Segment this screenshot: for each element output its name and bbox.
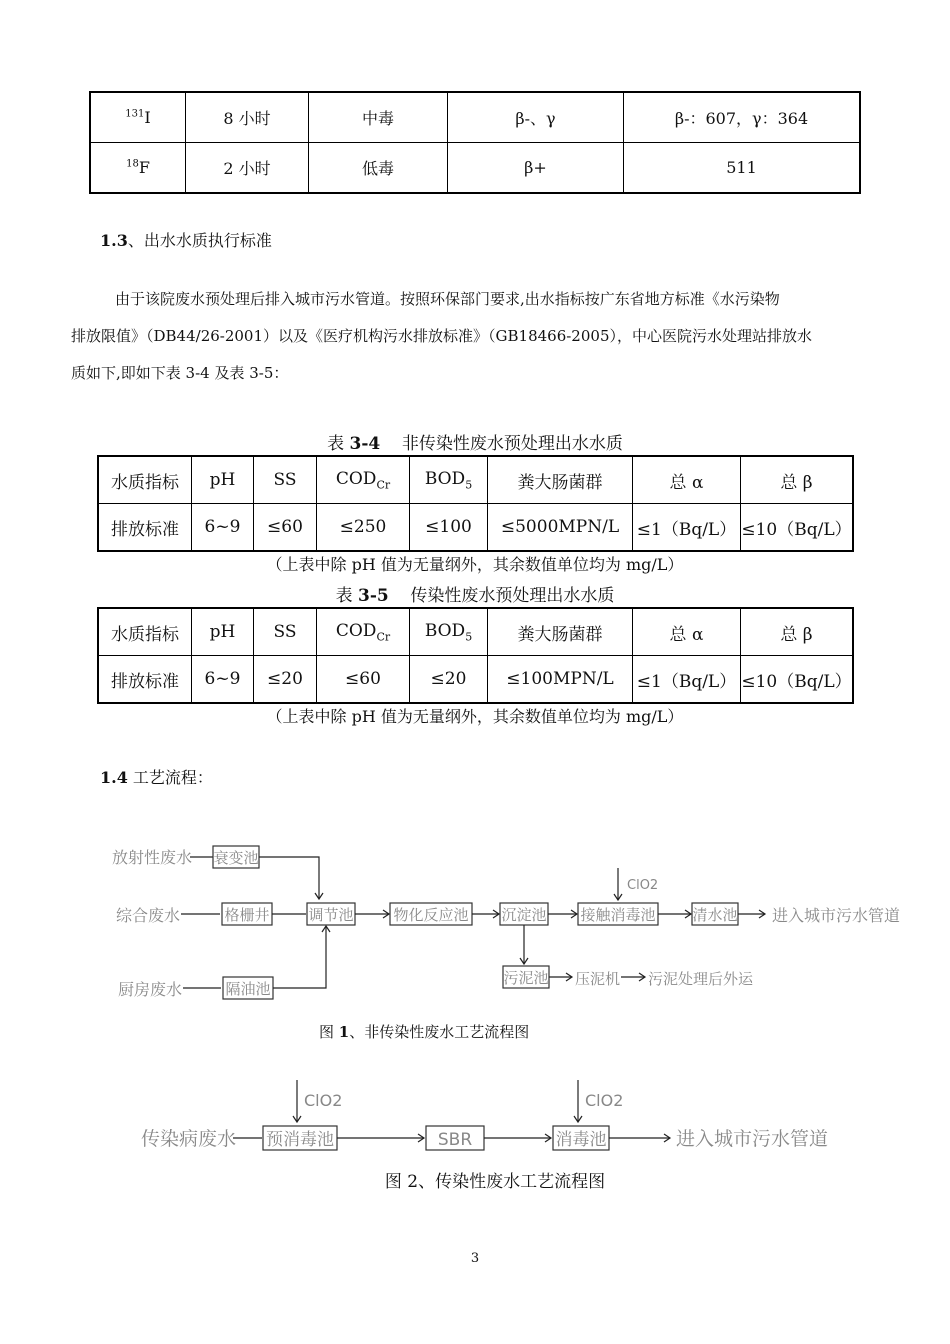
value-cell: ≤10（Bq/L） [741,504,854,552]
header-cell: 总 α [633,456,741,504]
flow-input-label: 综合废水 [116,906,181,925]
value-cell: ≤1（Bq/L） [633,504,741,552]
value-cell: ≤1（Bq/L） [633,656,741,704]
header-cell: 总 α [633,608,741,656]
table-row [98,656,853,704]
flow-box-label: SBR [437,1130,473,1150]
flow-box-label: 调节池 [308,906,354,924]
flow-input-label: 厨房废水 [118,980,183,999]
table-3-5 [97,607,854,704]
header-cell: 总 β [741,456,854,504]
flow-input-label: 传染病废水 [141,1128,237,1150]
flow-box-label: 格栅井 [224,906,270,924]
flow-output-label: 进入城市污水管道 [772,906,901,925]
flow-box-label: 隔油池 [225,980,271,998]
value-cell: ≤20 [410,656,488,704]
value-cell: ≤60 [254,504,317,552]
flow-diagram-2 [0,1070,950,1160]
table-3-4-caption: 表 3-4 非传染性废水预处理出水水质 [327,434,623,454]
flow-box-label: 沉淀池 [501,906,547,924]
flow-box-label: 接触消毒池 [580,906,656,924]
table-3-4-note: （上表中除 pH 值为无量纲外，其余数值单位均为 mg/L） [266,555,684,574]
flow-output-label: 进入城市污水管道 [676,1128,829,1150]
flow-box-label: 消毒池 [555,1130,607,1150]
paragraph-line: 质如下,即如下表 3-4 及表 3-5： [71,364,289,382]
value-cell: ≤5000MPN/L [488,504,633,552]
section-1-4-heading: 1.4 工艺流程： [100,768,213,787]
figure-1-caption: 图 1、非传染性废水工艺流程图 [319,1023,530,1041]
flow-label: 压泥机 [575,970,621,988]
page-number: 3 [470,1251,480,1266]
value-cell: 6~9 [192,656,254,704]
header-cell: 粪大肠菌群 [488,608,633,656]
halflife-cell: 8 小时 [186,92,309,143]
header-cell: pH [192,608,254,656]
toxicity-cell: 低毒 [309,143,448,194]
halflife-cell: 2 小时 [186,143,309,194]
flow-diagram-1 [0,830,950,1010]
section-1-3-heading: 1.3、出水水质执行标准 [100,231,272,250]
section-1-3-paragraph [115,281,875,318]
value-cell: ≤100 [410,504,488,552]
header-cell: $BOD_5$ [410,456,488,504]
isotope-table [89,91,861,194]
energy-cell: β-：607，γ：364 [624,92,861,143]
header-cell: 总 β [741,608,854,656]
header-cell: $COD_{Cr}$ [317,456,410,504]
header-cell: $BOD_5$ [410,608,488,656]
isotope-cell: $^{131}$I [90,92,186,143]
flow-label: 污泥处理后外运 [648,970,754,988]
table-row [90,92,860,143]
table-header-row [98,608,853,656]
value-cell: ≤250 [317,504,410,552]
flow-box-label: 预消毒池 [266,1130,334,1150]
flow-box-label: 污泥池 [503,969,549,987]
decay-cell: β+ [448,143,624,194]
value-cell: ≤100MPN/L [488,656,633,704]
value-cell: ≤20 [254,656,317,704]
header-cell: SS [254,608,317,656]
dosing-label: ClO2 [585,1091,624,1110]
table-3-5-caption: 表 3-5 传染性废水预处理出水水质 [335,586,615,606]
isotope-cell: $^{18}$F [90,143,186,194]
decay-cell: β-、γ [448,92,624,143]
paragraph-line: 排放限值》（DB44/26-2001）以及《医疗机构污水排放标准》（GB18466-2005），中心医院污水处理站排放水 [71,327,812,345]
table-3-4 [97,455,854,552]
value-cell: 排放标准 [98,504,192,552]
header-cell: SS [254,456,317,504]
header-cell: 粪大肠菌群 [488,456,633,504]
flow-box-label: 清水池 [692,906,738,924]
table-row [98,504,853,552]
value-cell: 排放标准 [98,656,192,704]
table-row [90,143,860,194]
header-cell: $COD_{Cr}$ [317,608,410,656]
header-cell: 水质指标 [98,608,192,656]
table-header-row [98,456,853,504]
value-cell: ≤10（Bq/L） [741,656,854,704]
paragraph-line: 由于该院废水预处理后排入城市污水管道。按照环保部门要求,出水指标按广东省地方标准《水污染物 [115,290,780,308]
header-cell: pH [192,456,254,504]
flow-input-label: 放射性废水 [112,848,193,867]
dosing-label: ClO2 [627,878,659,893]
flow-arrow [273,926,326,988]
header-cell: 水质指标 [98,456,192,504]
table-3-5-note: （上表中除 pH 值为无量纲外，其余数值单位均为 mg/L） [266,707,684,726]
dosing-label: ClO2 [304,1091,343,1110]
flow-box-label: 物化反应池 [393,906,469,924]
flow-box-label: 衰变池 [213,849,259,867]
energy-cell: 511 [624,143,861,194]
flow-arrow [259,857,319,899]
section-1-3-paragraph-cont [71,318,871,392]
figure-2-caption: 图 2、传染性废水工艺流程图 [384,1172,606,1192]
toxicity-cell: 中毒 [309,92,448,143]
value-cell: ≤60 [317,656,410,704]
value-cell: 6~9 [192,504,254,552]
